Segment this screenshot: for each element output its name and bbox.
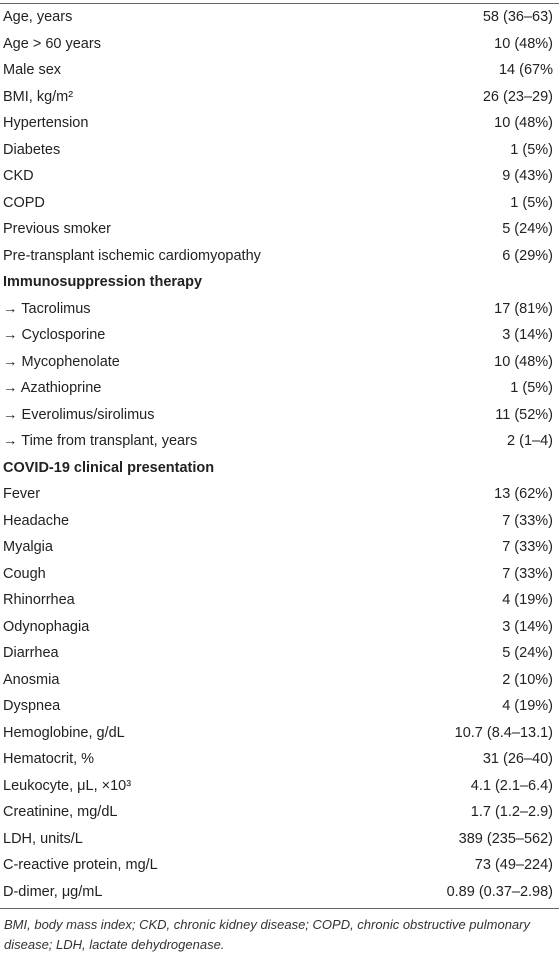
row-label: → Time from transplant, years bbox=[3, 433, 198, 449]
row-label: Pre-transplant ischemic cardiomyopathy bbox=[3, 247, 261, 264]
row-value: 73 (49–224) bbox=[474, 857, 553, 873]
row-value bbox=[353, 269, 559, 296]
row-label: → Azathioprine bbox=[3, 380, 102, 396]
table-row bbox=[0, 852, 559, 879]
table-row bbox=[0, 534, 559, 561]
row-value: 4.1 (2.1–6.4) bbox=[470, 777, 553, 794]
row-value: 5 (24%) bbox=[502, 645, 553, 661]
row-label: Leukocyte, μL, ×10³ bbox=[3, 777, 132, 794]
row-label: Previous smoker bbox=[3, 221, 111, 237]
table-row bbox=[0, 349, 559, 376]
row-label: BMI, kg/m² bbox=[3, 88, 74, 105]
table-row bbox=[0, 428, 559, 455]
row-value: 1 (5%) bbox=[510, 194, 553, 211]
table-row bbox=[0, 773, 559, 800]
row-label: Anosmia bbox=[3, 671, 60, 688]
row-label: Rhinorrhea bbox=[3, 592, 75, 608]
table-row bbox=[0, 31, 559, 58]
section-header-label: COVID-19 clinical presentation bbox=[3, 459, 215, 476]
row-label: COPD bbox=[3, 194, 45, 211]
table-row bbox=[0, 508, 559, 535]
row-value: 5 (24%) bbox=[502, 221, 553, 237]
row-label: Headache bbox=[3, 512, 70, 529]
row-value: 10.7 (8.4–13.1) bbox=[454, 724, 553, 741]
table-row bbox=[0, 640, 559, 667]
row-value bbox=[353, 455, 559, 482]
row-label: CKD bbox=[3, 168, 34, 184]
row-value: 31 (26–40) bbox=[482, 751, 553, 767]
row-value: 9 (43%) bbox=[502, 168, 553, 184]
row-label: LDH, units/L bbox=[3, 830, 83, 847]
table-row bbox=[0, 614, 559, 641]
table-row bbox=[0, 57, 559, 84]
row-label: Dyspnea bbox=[3, 698, 61, 714]
row-label: Age > 60 years bbox=[3, 35, 101, 52]
row-value: 389 (235–562) bbox=[458, 830, 553, 847]
row-value: 11 (52%) bbox=[495, 406, 553, 423]
characteristics-table bbox=[0, 4, 559, 905]
table-row bbox=[0, 826, 559, 853]
row-value: 14 (67% bbox=[498, 62, 553, 78]
table-row bbox=[0, 693, 559, 720]
row-label: → Mycophenolate bbox=[3, 353, 120, 370]
row-value: 4 (19%) bbox=[502, 592, 553, 608]
table-body bbox=[0, 4, 559, 905]
row-value: 6 (29%) bbox=[502, 247, 553, 264]
row-value: 58 (36–63) bbox=[482, 9, 553, 25]
row-value: 10 (48%) bbox=[494, 353, 553, 370]
row-label: Diabetes bbox=[3, 141, 61, 158]
table-row bbox=[0, 4, 559, 31]
table-row bbox=[0, 163, 559, 190]
row-label: Age, years bbox=[3, 9, 73, 25]
row-value: 13 (62%) bbox=[494, 486, 553, 502]
row-label: Cough bbox=[3, 565, 46, 582]
table-row bbox=[0, 190, 559, 217]
table-row bbox=[0, 667, 559, 694]
table-row bbox=[0, 243, 559, 270]
row-value: 26 (23–29) bbox=[482, 88, 553, 105]
row-value: 4 (19%) bbox=[502, 698, 553, 714]
row-label: Odynophagia bbox=[3, 618, 90, 635]
table-row bbox=[0, 296, 559, 323]
row-value: 17 (81%) bbox=[494, 300, 553, 317]
row-value: 3 (14%) bbox=[502, 327, 553, 343]
table-row bbox=[0, 375, 559, 402]
table-row bbox=[0, 746, 559, 773]
section-header-row bbox=[0, 269, 559, 296]
row-label: Hematocrit, % bbox=[3, 751, 95, 767]
table-row bbox=[0, 322, 559, 349]
table-row bbox=[0, 137, 559, 164]
row-value: 2 (10%) bbox=[502, 671, 553, 688]
row-label: Hemoglobine, g/dL bbox=[3, 724, 125, 741]
row-value: 3 (14%) bbox=[502, 618, 553, 635]
table-row bbox=[0, 84, 559, 111]
row-label: → Everolimus/sirolimus bbox=[3, 406, 155, 423]
row-value: 1 (5%) bbox=[510, 141, 553, 158]
table-row bbox=[0, 561, 559, 588]
row-label: → Cyclosporine bbox=[3, 327, 106, 343]
row-label: Male sex bbox=[3, 62, 62, 78]
section-header-row bbox=[0, 455, 559, 482]
table-row bbox=[0, 587, 559, 614]
table-row bbox=[0, 799, 559, 826]
table-row bbox=[0, 720, 559, 747]
row-value: 7 (33%) bbox=[502, 512, 553, 529]
row-label: → Tacrolimus bbox=[3, 300, 91, 317]
row-label: D-dimer, μg/mL bbox=[3, 883, 103, 900]
section-header-label: Immunosuppression therapy bbox=[3, 274, 203, 290]
table-row bbox=[0, 402, 559, 429]
row-value: 1.7 (1.2–2.9) bbox=[470, 804, 553, 820]
table-row bbox=[0, 481, 559, 508]
row-value: 7 (33%) bbox=[502, 565, 553, 582]
row-value: 10 (48%) bbox=[494, 35, 553, 52]
row-value: 7 (33%) bbox=[502, 539, 553, 555]
row-value: 0.89 (0.37–2.98) bbox=[446, 883, 553, 900]
row-label: Hypertension bbox=[3, 115, 89, 131]
row-label: Fever bbox=[3, 486, 41, 502]
table-row bbox=[0, 879, 559, 906]
row-value: 10 (48%) bbox=[494, 115, 553, 131]
table-row bbox=[0, 216, 559, 243]
row-label: Myalgia bbox=[3, 539, 53, 555]
row-label: C-reactive protein, mg/L bbox=[3, 857, 158, 873]
row-value: 2 (1–4) bbox=[507, 433, 553, 449]
table-footnote: BMI, body mass index; CKD, chronic kidney disease; COPD, chronic obstructive pulmonary disease; LDH, lactate dehydrogenase. bbox=[4, 917, 530, 952]
row-label: Diarrhea bbox=[3, 645, 59, 661]
row-label: Creatinine, mg/dL bbox=[3, 804, 118, 820]
row-value: 1 (5%) bbox=[510, 380, 553, 396]
table-row bbox=[0, 110, 559, 137]
